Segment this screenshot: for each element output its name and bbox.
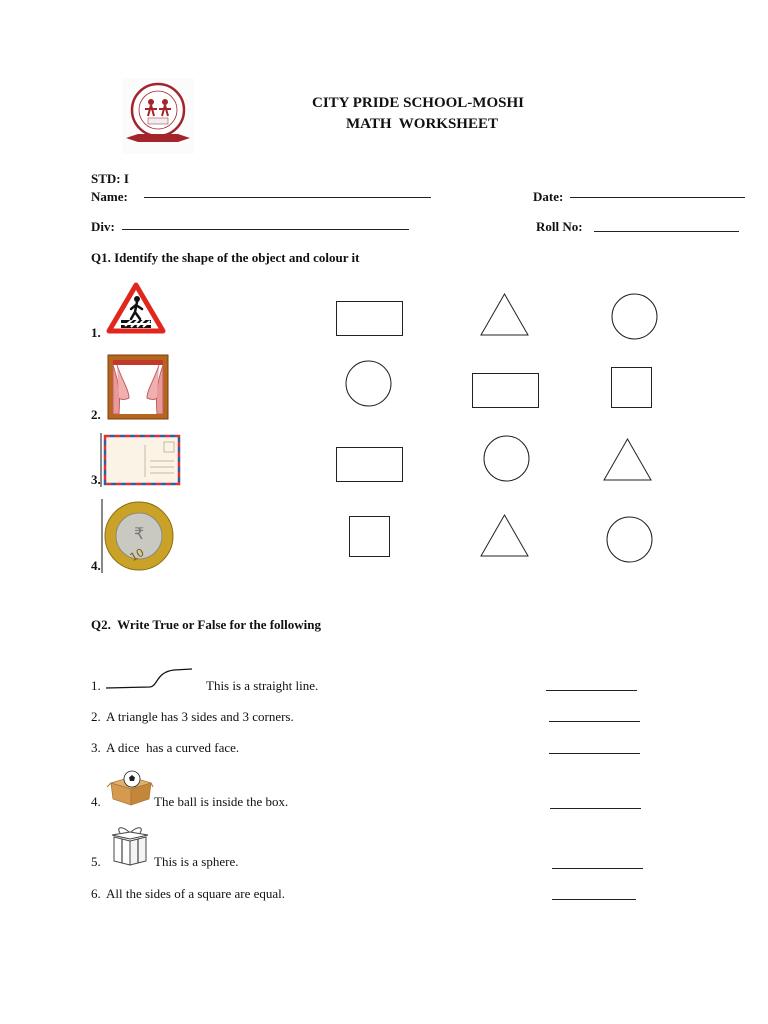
q1-row-4-option-triangle[interactable]: [480, 514, 530, 563]
q2-item-1-text: This is a straight line.: [206, 678, 319, 693]
pedestrian-crossing-sign-icon: [106, 282, 166, 339]
q2-item-6-number: 6.: [91, 886, 101, 901]
q1-row-2-option-circle[interactable]: [345, 360, 393, 413]
date-field[interactable]: [570, 197, 745, 198]
q1-row-1-number: 1.: [91, 325, 101, 340]
q1-title: Q1. Identify the shape of the object and colour it: [91, 250, 360, 265]
std-label: STD: I: [91, 171, 129, 186]
curved-line-icon: [104, 666, 194, 697]
svg-text:₹: ₹: [134, 524, 145, 543]
school-name: CITY PRIDE SCHOOL-MOSHI: [312, 95, 524, 111]
q2-item-5-answer[interactable]: [552, 868, 643, 869]
q2-item-6-text: All the sides of a square are equal.: [106, 886, 286, 901]
date-label: Date:: [533, 189, 564, 204]
name-field[interactable]: [144, 197, 431, 198]
window-curtain-icon: [107, 354, 169, 425]
q1-row-4-option-circle[interactable]: [606, 516, 654, 569]
q2-item-3-answer[interactable]: [549, 753, 640, 754]
q2-item-4-text: The ball is inside the box.: [154, 794, 289, 809]
worksheet-title: MATH WORKSHEET: [346, 116, 498, 132]
q1-row-2-option-rectangle[interactable]: [472, 373, 540, 414]
q1-row-2-number: 2.: [91, 407, 101, 422]
q1-row-3-option-triangle[interactable]: [603, 438, 653, 487]
q2-item-5-text: This is a sphere.: [154, 854, 239, 869]
q2-title: Q2. Write True or False for the following: [91, 617, 322, 632]
q2-item-6-answer[interactable]: [552, 899, 636, 900]
q1-row-4-option-square[interactable]: [349, 516, 391, 563]
q2-item-4-number: 4.: [91, 794, 101, 809]
gift-box-icon: [108, 823, 152, 872]
q1-row-2-option-square[interactable]: [611, 367, 653, 414]
postcard-icon: [100, 433, 182, 492]
q2-item-2-answer[interactable]: [549, 721, 640, 722]
q2-item-1-answer[interactable]: [546, 690, 637, 691]
q1-row-1-option-rectangle[interactable]: [336, 301, 404, 342]
q2-item-2-text: A triangle has 3 sides and 3 corners.: [106, 709, 294, 724]
svg-text:10: 10: [127, 545, 147, 565]
q1-row-1-option-triangle[interactable]: [480, 293, 530, 342]
div-label: Div:: [91, 219, 115, 234]
q1-row-3-option-circle[interactable]: [483, 435, 531, 488]
q1-row-3-option-rectangle[interactable]: [336, 447, 404, 488]
roll-label: Roll No:: [536, 219, 583, 234]
q1-row-3-number: 3.: [91, 472, 101, 487]
q2-item-1-number: 1.: [91, 678, 101, 693]
q1-row-4-number: 4.: [91, 558, 101, 573]
name-label: Name:: [91, 189, 128, 204]
ball-in-box-icon: [105, 769, 155, 812]
q2-item-3-text: A dice has a curved face.: [106, 740, 240, 755]
q2-item-4-answer[interactable]: [550, 808, 641, 809]
q2-item-3-number: 3.: [91, 740, 101, 755]
roll-field[interactable]: [594, 231, 739, 232]
q2-item-5-number: 5.: [91, 854, 101, 869]
q1-row-1-option-circle[interactable]: [611, 293, 659, 346]
q2-item-2-number: 2.: [91, 709, 101, 724]
div-field[interactable]: [122, 229, 409, 230]
coin-icon: [100, 499, 176, 578]
